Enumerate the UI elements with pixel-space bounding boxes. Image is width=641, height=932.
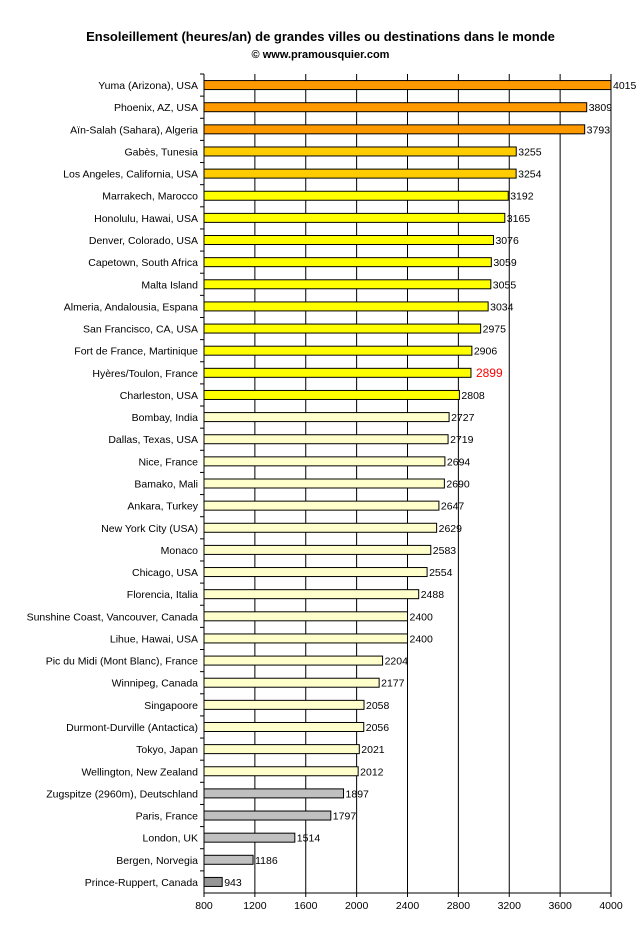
value-label: 3254 <box>518 168 542 181</box>
category-label: Dallas, Texas, USA <box>108 434 198 447</box>
value-label: 2177 <box>381 677 405 690</box>
category-label: Pic du Midi (Mont Blanc), France <box>45 655 198 668</box>
category-label: Durmont-Durville (Antactica) <box>66 721 198 734</box>
value-label: 1186 <box>255 854 278 867</box>
category-label: Bergen, Norvegia <box>116 854 198 867</box>
value-label: 3055 <box>492 279 517 292</box>
bar <box>204 280 491 289</box>
bar <box>204 413 449 422</box>
bar <box>204 501 439 510</box>
x-tick-label: 2800 <box>446 900 471 912</box>
bar <box>204 479 444 488</box>
category-label: Tokyo, Japan <box>136 744 198 757</box>
bar <box>204 236 493 245</box>
value-label: 2690 <box>446 478 470 491</box>
value-label: 2583 <box>432 544 457 557</box>
value-label: 2021 <box>361 744 385 757</box>
value-label: 2012 <box>360 766 384 779</box>
bar <box>204 877 222 886</box>
value-label: 2647 <box>440 500 465 513</box>
bar <box>204 678 379 687</box>
value-label: 2899 <box>475 365 503 380</box>
category-label: Fort de France, Martinique <box>74 345 198 358</box>
category-label: Paris, France <box>135 810 198 823</box>
bar <box>204 590 419 599</box>
value-label: 2906 <box>473 345 498 358</box>
value-label: 2056 <box>365 721 390 734</box>
bar <box>204 302 488 311</box>
category-label: Malta Island <box>141 279 198 292</box>
bar <box>204 523 437 532</box>
category-label: Chicago, USA <box>132 567 198 580</box>
category-label: Bombay, India <box>131 412 198 425</box>
category-label: San Francisco, CA, USA <box>83 323 198 336</box>
value-label: 3059 <box>493 257 517 270</box>
category-label: London, UK <box>142 832 198 845</box>
bar <box>204 191 508 200</box>
bar <box>204 258 491 267</box>
x-tick-label: 2400 <box>395 900 420 912</box>
category-labels <box>27 80 199 889</box>
value-label: 2058 <box>366 699 390 712</box>
bar <box>204 767 358 776</box>
bar <box>204 634 408 643</box>
bar <box>204 346 472 355</box>
category-label: Winnipeg, Canada <box>111 677 198 690</box>
x-tick-label: 1600 <box>294 900 318 912</box>
category-label: Wellington, New Zealand <box>81 766 198 779</box>
bar <box>204 213 505 222</box>
bar <box>204 722 364 731</box>
bar <box>204 745 359 754</box>
value-label: 2554 <box>429 567 453 580</box>
bar <box>204 811 331 820</box>
bar <box>204 390 459 399</box>
bar <box>204 125 585 134</box>
value-label: 2400 <box>409 611 433 624</box>
chart-title: Ensoleillement (heures/an) de grandes villes ou destinations dans le monde <box>86 29 555 44</box>
category-label: Phoenix, AZ, USA <box>113 102 198 115</box>
bar <box>204 789 344 798</box>
value-label: 3192 <box>510 190 534 203</box>
x-tick-label: 3200 <box>497 900 521 912</box>
bar <box>204 435 448 444</box>
bar <box>204 545 431 554</box>
x-tick-label: 1200 <box>243 900 267 912</box>
category-label: Singapoore <box>144 699 198 712</box>
bar <box>204 855 253 864</box>
value-label: 3255 <box>518 146 542 159</box>
x-tick-label: 800 <box>195 900 213 912</box>
value-label: 3076 <box>495 235 519 248</box>
bar <box>204 656 383 665</box>
bar <box>204 103 587 112</box>
bar <box>204 368 471 377</box>
category-label: Almeria, Andalousia, Espana <box>63 301 198 314</box>
chart-subtitle: © www.pramousquier.com <box>251 49 390 61</box>
category-label: Sunshine Coast, Vancouver, Canada <box>26 611 198 624</box>
value-label: 2694 <box>446 456 471 469</box>
category-label: Charleston, USA <box>119 389 198 402</box>
category-label: Denver, Colorado, USA <box>88 235 198 248</box>
value-label: 3034 <box>490 301 514 314</box>
category-label: Bamako, Mali <box>134 478 198 491</box>
category-label: Nice, France <box>138 456 198 469</box>
value-label: 2629 <box>438 522 462 535</box>
value-label: 4015 <box>613 80 637 93</box>
value-label: 2727 <box>451 412 475 425</box>
value-label: 3165 <box>506 212 531 225</box>
category-label: Gabès, Tunesia <box>124 146 198 159</box>
bar <box>204 169 516 178</box>
bar <box>204 833 295 842</box>
category-label: Florencia, Italia <box>126 589 198 602</box>
bar <box>204 147 516 156</box>
bar <box>204 324 481 333</box>
value-label: 1797 <box>332 810 357 823</box>
category-label: Yuma (Arizona), USA <box>98 80 198 93</box>
category-label: Hyères/Toulon, France <box>92 367 198 380</box>
category-label: Capetown, South Africa <box>88 257 198 270</box>
bar <box>204 81 611 90</box>
x-tick-label: 4000 <box>599 900 623 912</box>
category-label: Ankara, Turkey <box>127 500 198 513</box>
value-label: 2400 <box>409 633 433 646</box>
x-tick-label: 2000 <box>344 900 369 912</box>
bar <box>204 700 364 709</box>
value-label: 2488 <box>420 589 445 602</box>
value-label: 2719 <box>450 434 474 447</box>
category-label: Marrakech, Marocco <box>102 190 198 203</box>
value-label: 1514 <box>296 832 321 845</box>
x-tick-label: 3600 <box>548 900 572 912</box>
bar <box>204 568 427 577</box>
category-label: Honolulu, Hawai, USA <box>94 212 198 225</box>
value-label: 2808 <box>461 389 485 402</box>
category-label: Aïn-Salah (Sahara), Algeria <box>70 124 198 137</box>
value-label: 2204 <box>384 655 408 668</box>
value-label: 1897 <box>345 788 369 801</box>
category-label: Monaco <box>160 544 198 557</box>
bar <box>204 457 445 466</box>
category-label: Prince-Ruppert, Canada <box>84 876 198 889</box>
category-label: New York City (USA) <box>101 522 198 535</box>
bar <box>204 612 408 621</box>
category-label: Los Angeles, California, USA <box>63 168 198 181</box>
value-label: 943 <box>224 876 242 889</box>
category-label: Lihue, Hawai, USA <box>109 633 198 646</box>
category-label: Zugspitze (2960m), Deutschland <box>46 788 198 801</box>
value-label: 3793 <box>586 124 611 137</box>
value-label: 2975 <box>482 323 506 336</box>
value-label: 3809 <box>588 102 613 115</box>
